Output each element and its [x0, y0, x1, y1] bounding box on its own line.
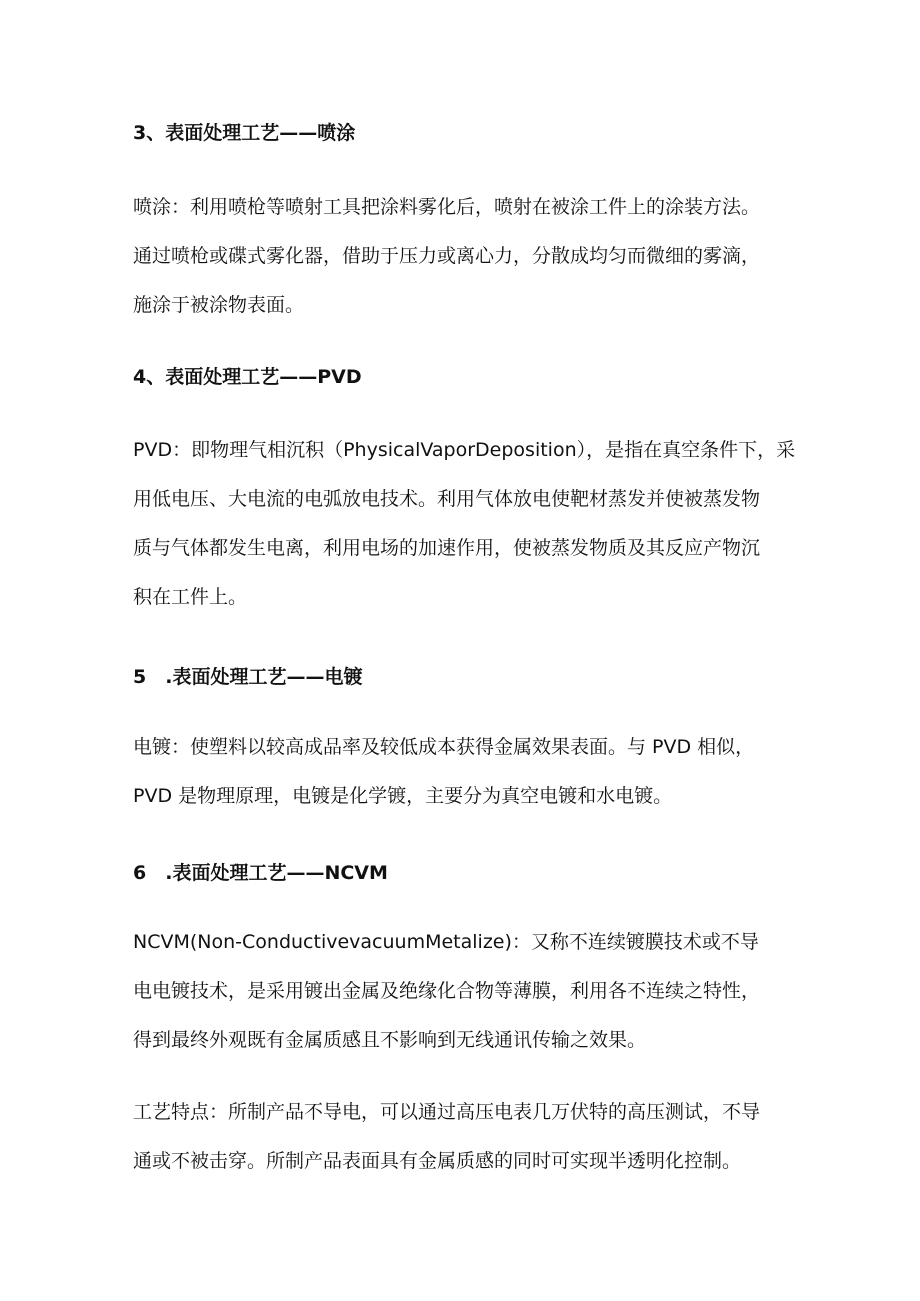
- paragraph-line: 通过喷枪或碟式雾化器，借助于压力或离心力，分散成均匀而微细的雾滴，: [133, 245, 761, 267]
- paragraph-line: 施涂于被涂物表面。: [133, 294, 305, 316]
- paragraph-ncvm-features: [133, 1088, 813, 1186]
- paragraph-line: PVD：即物理气相沉积（PhysicalVaporDeposition），是指在真空条件下，采: [133, 439, 796, 461]
- paragraph-line: 积在工件上。: [133, 586, 248, 608]
- paragraph-line: 质与气体都发生电离，利用电场的加速作用，使被蒸发物质及其反应产物沉: [133, 537, 761, 559]
- paragraph-line: NCVM(Non-ConductivevacuumMetalize)：又称不连续镀膜技术或不导: [133, 931, 759, 953]
- paragraph-pvd: [133, 426, 813, 622]
- paragraph-spray: [133, 183, 813, 330]
- paragraph-electroplating: [133, 723, 813, 821]
- paragraph-line: 电镀：使塑料以较高成品率及较低成本获得金属效果表面。与 PVD 相似，: [133, 736, 755, 758]
- section-heading-electroplating: 5 .表面处理工艺——电镀: [133, 666, 363, 688]
- section-heading-pvd: 4、表面处理工艺——PVD: [133, 366, 362, 388]
- paragraph-line: 电电镀技术，是采用镀出金属及绝缘化合物等薄膜，利用各不连续之特性，: [133, 980, 761, 1002]
- paragraph-line: 通或不被击穿。所制产品表面具有金属质感的同时可实现半透明化控制。: [133, 1150, 742, 1172]
- paragraph-line: 喷涂：利用喷枪等喷射工具把涂料雾化后，喷射在被涂工件上的涂装方法。: [133, 196, 761, 218]
- section-heading-ncvm: 6 .表面处理工艺——NCVM: [133, 862, 388, 884]
- paragraph-line: 用低电压、大电流的电弧放电技术。利用气体放电使靶材蒸发并使被蒸发物: [133, 488, 761, 510]
- paragraph-line: 得到最终外观既有金属质感且不影响到无线通讯传输之效果。: [133, 1029, 647, 1051]
- paragraph-ncvm: [133, 918, 813, 1065]
- section-heading-spray: 3、表面处理工艺——喷涂: [133, 122, 356, 144]
- paragraph-line: PVD 是物理原理，电镀是化学镀，主要分为真空电镀和水电镀。: [133, 785, 673, 807]
- paragraph-line: 工艺特点：所制产品不导电，可以通过高压电表几万伏特的高压测试，不导: [133, 1101, 761, 1123]
